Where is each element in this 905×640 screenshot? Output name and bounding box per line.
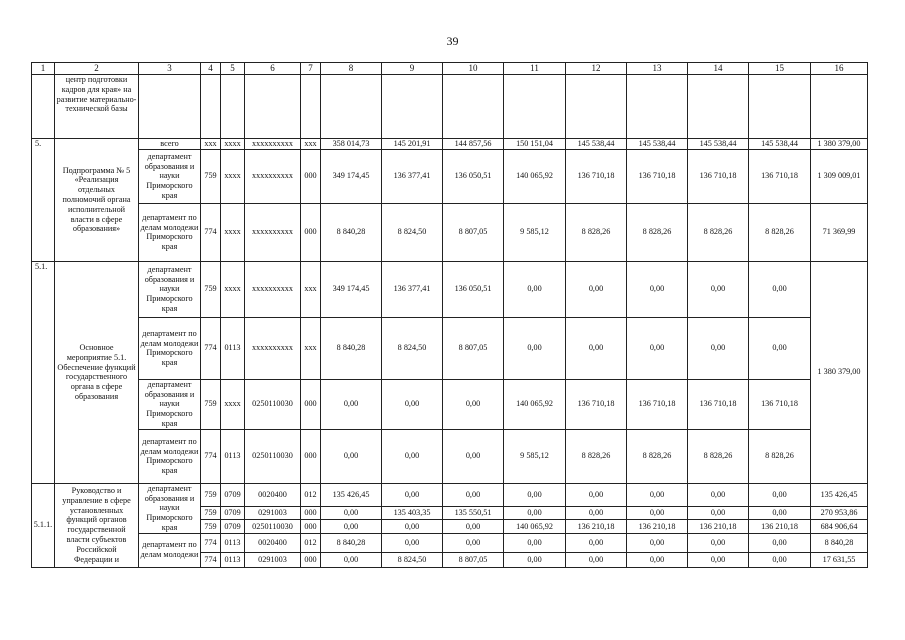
value-cell: 349 174,45 [321,149,382,203]
code-cell: 0291003 [245,507,301,520]
value-cell: 0,00 [627,552,688,567]
code-cell: 759 [201,149,221,203]
value-cell: 144 857,56 [443,139,504,150]
value-cell: 136 710,18 [749,379,811,429]
value-cell: 136 377,41 [382,149,443,203]
value-cell: 8 840,28 [321,317,382,379]
value-cell: 0,00 [627,483,688,506]
value-cell: 136 377,41 [382,261,443,317]
value-cell: 0,00 [382,533,443,552]
code-cell: xxxx [221,261,245,317]
value-cell: 0,00 [566,261,627,317]
code-cell: xxxxxxxxxx [245,149,301,203]
value-cell: 0,00 [627,261,688,317]
code-cell: 0113 [221,552,245,567]
empty-cell [566,75,627,139]
code-cell: xxx [301,139,321,150]
code-cell: 000 [301,149,321,203]
measure-row [32,261,868,317]
value-cell: 8 828,26 [749,203,811,261]
code-cell: 0709 [221,520,245,533]
value-cell: 0,00 [688,507,749,520]
value-cell: 136 210,18 [749,520,811,533]
value-cell: 8 828,26 [688,203,749,261]
value-cell: 0,00 [688,317,749,379]
column-header: 1 [32,63,55,75]
code-cell: 0113 [221,533,245,552]
code-cell: 0250110030 [245,429,301,483]
value-cell: 0,00 [566,483,627,506]
value-cell: 136 710,18 [627,149,688,203]
value-cell: 0,00 [504,533,566,552]
column-header: 5 [221,63,245,75]
value-cell: 0,00 [688,533,749,552]
value-cell: 145 538,44 [627,139,688,150]
code-cell: 0020400 [245,533,301,552]
value-cell: 8 828,26 [749,429,811,483]
continuation-row [32,75,868,139]
value-cell: 0,00 [443,379,504,429]
item-name: центр подготовки кадров для края» на развитие материально-технической базы [55,75,139,139]
empty-cell [321,75,382,139]
measure-row [32,379,868,429]
item-number: 5.1.1. [32,483,55,567]
item-name: Руководство и управление в сфере установленных функций органов государственной власти субъектов Российской Федерации и [55,483,139,567]
value-cell: 0,00 [688,552,749,567]
code-cell: xxxx [221,139,245,150]
value-cell: 136 210,18 [688,520,749,533]
code-cell: 0113 [221,429,245,483]
value-cell: 1 309 009,01 [811,149,868,203]
value-cell: 0,00 [443,429,504,483]
code-cell: xxxxxxxxxx [245,317,301,379]
value-cell: 0,00 [382,483,443,506]
value-cell: 0,00 [321,520,382,533]
executor: департамент образования и науки Приморского края [139,379,201,429]
code-cell: 000 [301,507,321,520]
value-cell: 0,00 [382,379,443,429]
value-cell: 0,00 [749,552,811,567]
value-cell: 0,00 [504,261,566,317]
empty-cell [688,75,749,139]
executor: всего [139,139,201,150]
value-cell: 349 174,45 [321,261,382,317]
value-cell: 136 710,18 [749,149,811,203]
value-cell: 8 840,28 [811,533,868,552]
code-cell: 774 [201,429,221,483]
value-cell: 8 824,50 [382,552,443,567]
empty-cell [627,75,688,139]
value-cell: 0,00 [566,533,627,552]
column-header: 11 [504,63,566,75]
executor: департамент по делам молодежи Приморского края [139,203,201,261]
value-cell: 136 050,51 [443,261,504,317]
measure-row [32,317,868,379]
value-cell: 136 710,18 [688,149,749,203]
value-cell: 150 151,04 [504,139,566,150]
item-number: 5. [32,139,55,262]
value-cell: 1 380 379,00 [811,261,868,483]
column-header: 2 [55,63,139,75]
code-cell: 012 [301,533,321,552]
code-cell: 759 [201,507,221,520]
value-cell: 684 906,64 [811,520,868,533]
column-header: 10 [443,63,504,75]
value-cell: 9 585,12 [504,429,566,483]
value-cell: 8 807,05 [443,552,504,567]
page-number: 39 [446,34,459,48]
code-cell: 759 [201,483,221,506]
empty-cell [139,75,201,139]
code-cell: 774 [201,317,221,379]
code-cell: 0020400 [245,483,301,506]
value-cell: 0,00 [443,483,504,506]
value-cell: 140 065,92 [504,379,566,429]
value-cell: 0,00 [382,429,443,483]
event-row [32,533,868,552]
value-cell: 358 014,73 [321,139,382,150]
value-cell: 8 840,28 [321,533,382,552]
code-cell: xxx [301,261,321,317]
subprogram-row [32,203,868,261]
executor: департамент образования и науки Приморского края [139,483,201,533]
value-cell: 136 710,18 [566,379,627,429]
value-cell: 9 585,12 [504,203,566,261]
code-cell: 774 [201,203,221,261]
value-cell: 136 710,18 [627,379,688,429]
value-cell: 0,00 [321,429,382,483]
value-cell: 145 201,91 [382,139,443,150]
value-cell: 0,00 [504,552,566,567]
code-cell: xxxx [221,203,245,261]
value-cell: 135 550,51 [443,507,504,520]
value-cell: 8 807,05 [443,203,504,261]
code-cell: 759 [201,379,221,429]
value-cell: 8 828,26 [566,429,627,483]
event-row [32,483,868,506]
value-cell: 145 538,44 [688,139,749,150]
empty-cell [221,75,245,139]
value-cell: 0,00 [749,507,811,520]
num-cell [32,75,55,139]
value-cell: 136 710,18 [688,379,749,429]
value-cell: 17 631,55 [811,552,868,567]
budget-table [31,62,868,568]
code-cell: 0709 [221,507,245,520]
value-cell: 135 426,45 [811,483,868,506]
value-cell: 0,00 [749,317,811,379]
value-cell: 8 828,26 [627,203,688,261]
value-cell: 136 710,18 [566,149,627,203]
column-header: 8 [321,63,382,75]
value-cell: 136 210,18 [627,520,688,533]
item-name: Подпрограмма № 5 «Реализация отдельных полномочий органа исполнительной власти в сфере образования» [55,139,139,262]
subprogram-total-row [32,139,868,150]
value-cell: 0,00 [566,552,627,567]
column-header: 7 [301,63,321,75]
value-cell: 0,00 [627,533,688,552]
value-cell: 136 210,18 [566,520,627,533]
executor: департамент образования и науки Приморского края [139,149,201,203]
column-header: 6 [245,63,301,75]
code-cell: xxxxxxxxxx [245,261,301,317]
value-cell: 8 824,50 [382,317,443,379]
value-cell: 0,00 [504,507,566,520]
value-cell: 270 953,86 [811,507,868,520]
code-cell: 0291003 [245,552,301,567]
value-cell: 0,00 [749,483,811,506]
code-cell: 759 [201,520,221,533]
value-cell: 8 824,50 [382,203,443,261]
executor: департамент по делам молодежи Приморского края [139,317,201,379]
value-cell: 0,00 [627,317,688,379]
item-number: 5.1. [32,261,55,483]
code-cell: xxxx [221,149,245,203]
value-cell: 140 065,92 [504,520,566,533]
code-cell: 0709 [221,483,245,506]
value-cell: 0,00 [688,483,749,506]
empty-cell [245,75,301,139]
value-cell: 0,00 [504,317,566,379]
empty-cell [443,75,504,139]
value-cell: 0,00 [321,379,382,429]
empty-cell [382,75,443,139]
value-cell: 71 369,99 [811,203,868,261]
code-cell: xxxxxxxxxx [245,139,301,150]
subprogram-row [32,149,868,203]
value-cell: 1 380 379,00 [811,139,868,150]
empty-cell [749,75,811,139]
value-cell: 0,00 [504,483,566,506]
code-cell: 012 [301,483,321,506]
empty-cell [201,75,221,139]
column-header: 12 [566,63,627,75]
value-cell: 8 840,28 [321,203,382,261]
empty-cell [301,75,321,139]
item-name: Основное мероприятие 5.1. Обеспечение функций государственного органа в сфере образования [55,261,139,483]
column-header: 13 [627,63,688,75]
value-cell: 0,00 [688,261,749,317]
code-cell: 0113 [221,317,245,379]
code-cell: 0250110030 [245,520,301,533]
value-cell: 136 050,51 [443,149,504,203]
value-cell: 8 828,26 [566,203,627,261]
header-row [32,63,868,75]
code-cell: 000 [301,429,321,483]
code-cell: xxxxxxxxxx [245,203,301,261]
value-cell: 140 065,92 [504,149,566,203]
code-cell: xxx [201,139,221,150]
value-cell: 145 538,44 [749,139,811,150]
value-cell: 0,00 [321,552,382,567]
column-header: 14 [688,63,749,75]
empty-cell [504,75,566,139]
executor: департамент по делам молодежи [139,533,201,567]
value-cell: 0,00 [321,507,382,520]
measure-row [32,429,868,483]
value-cell: 0,00 [382,520,443,533]
column-header: 3 [139,63,201,75]
value-cell: 0,00 [749,261,811,317]
code-cell: 774 [201,552,221,567]
column-header: 9 [382,63,443,75]
value-cell: 0,00 [566,507,627,520]
value-cell: 8 828,26 [627,429,688,483]
value-cell: 145 538,44 [566,139,627,150]
code-cell: 0250110030 [245,379,301,429]
column-header: 15 [749,63,811,75]
value-cell: 8 828,26 [688,429,749,483]
value-cell: 0,00 [443,533,504,552]
code-cell: 000 [301,520,321,533]
executor: департамент образования и науки Приморского края [139,261,201,317]
code-cell: xxxx [221,379,245,429]
code-cell: 774 [201,533,221,552]
code-cell: 000 [301,379,321,429]
value-cell: 0,00 [443,520,504,533]
executor: департамент по делам молодежи Приморского края [139,429,201,483]
value-cell: 0,00 [566,317,627,379]
column-header: 16 [811,63,868,75]
column-header: 4 [201,63,221,75]
code-cell: xxx [301,317,321,379]
code-cell: 000 [301,552,321,567]
value-cell: 8 807,05 [443,317,504,379]
code-cell: 000 [301,203,321,261]
empty-cell [811,75,868,139]
code-cell: 759 [201,261,221,317]
value-cell: 0,00 [749,533,811,552]
value-cell: 135 426,45 [321,483,382,506]
value-cell: 0,00 [627,507,688,520]
value-cell: 135 403,35 [382,507,443,520]
